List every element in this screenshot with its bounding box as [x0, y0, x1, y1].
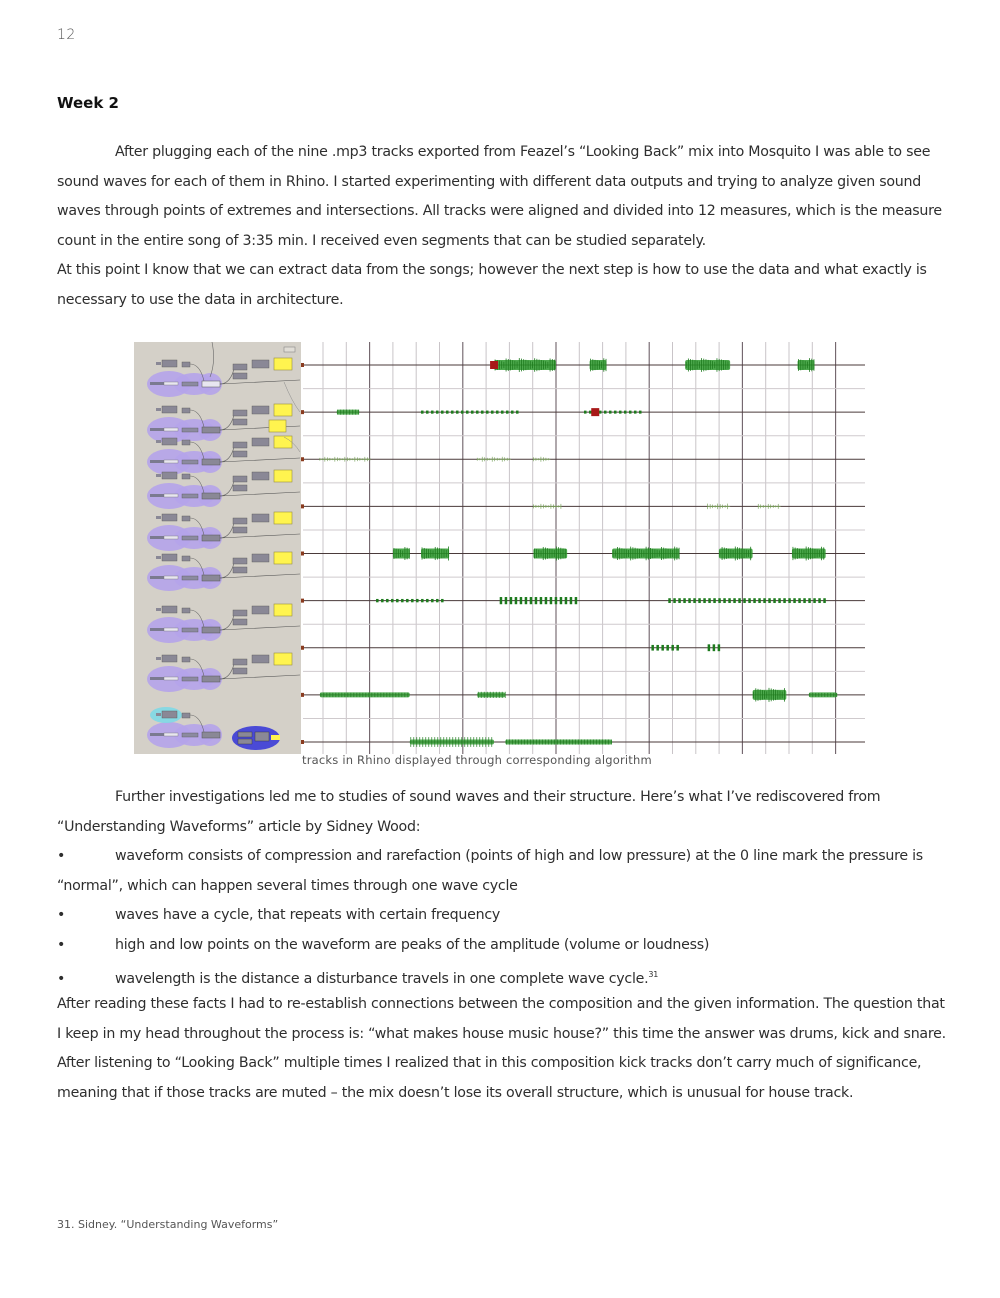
component-node [156, 408, 161, 411]
track-start-point [301, 693, 304, 697]
intro-text: After plugging each of the nine .mp3 tracks exported from Feazel’s “Looking Back” mix into Mosquito I was able to see sound waves for each of them in Rhino. I started experimenting with different data outputs and trying to analyze given sound waves through points of extremes and intersections. All tracks were aligned and divided into 12 measures, which is the measure count in the entire song of 3:35 min. I received even segments that can be studied separately. [57, 144, 942, 249]
waveform-pulse [505, 597, 508, 604]
output-panel [274, 436, 292, 448]
list-item [57, 931, 947, 961]
waveform-pulse [466, 411, 469, 414]
conclusion-paragraph: After reading these facts I had to re-establish connections between the composition and the given information. The question that I keep in my head throughout the process is: “what makes house music house?” this time the answer was drums, kick and snare. After listening to “Looking Back” multiple times I realized that in this composition kick tracks don’t carry much of significance, meaning that if those tracks are muted – the mix doesn’t lose its overall structure, which is unusual for house track. [57, 996, 946, 1101]
waveform-pulse [446, 411, 449, 414]
grasshopper-cluster [147, 707, 280, 750]
footnote-reference[interactable]: 31 [648, 970, 659, 979]
waveform-pulse [516, 411, 519, 414]
waveform-grid [301, 342, 867, 754]
waveform-segment [477, 692, 505, 698]
component-node [233, 364, 247, 370]
component-node [233, 476, 247, 482]
grasshopper-cluster [147, 512, 300, 551]
waveform-pulse [426, 411, 429, 414]
waveform-segment [798, 358, 815, 372]
waveform-pulse [570, 597, 573, 604]
waveform-segment [685, 358, 730, 372]
page-number: 12 [57, 27, 76, 43]
component-node [182, 362, 190, 367]
waveform-segment [792, 547, 826, 561]
waveform-pulse [589, 411, 592, 414]
waveform-pulse [748, 598, 751, 603]
wire [220, 481, 234, 496]
component-node [162, 438, 177, 445]
investigation-text: Further investigations led me to studies of sound waves and their structure. Here’s what I’ve rediscovered from “Understanding Waveforms” article by Sidney Wood: [57, 789, 881, 835]
waveform-segment [533, 547, 567, 561]
component-node [150, 460, 164, 463]
component-node [162, 554, 177, 561]
waveform-pulse [813, 598, 816, 603]
component-node [164, 494, 178, 497]
component-node [156, 362, 161, 365]
waveform-pulse [510, 597, 513, 604]
waveform-pulse [545, 597, 548, 604]
component-node [233, 451, 247, 457]
component-node [252, 472, 269, 480]
waveform-pulse [783, 598, 786, 603]
output-panel [274, 653, 292, 665]
wire [220, 574, 300, 578]
track-start-point [301, 740, 304, 744]
component-node [202, 381, 220, 387]
grasshopper-cluster [147, 470, 300, 509]
list-item-text: high and low points on the waveform are peaks of the amplitude (volume or loudness) [115, 936, 710, 953]
waveform-pulse [668, 598, 671, 603]
waveform-pulse [683, 598, 686, 603]
component-node [156, 657, 161, 660]
component-node [202, 676, 220, 682]
waveform-pulse [431, 599, 434, 602]
component-node [162, 711, 177, 718]
waveform-pulse [540, 597, 543, 604]
rhino-viewport [301, 342, 867, 754]
component-node [164, 677, 178, 680]
component-node [233, 527, 247, 533]
component-node [252, 360, 269, 368]
waveform-pulse [426, 599, 429, 602]
waveform-pulse [753, 598, 756, 603]
waveform-pulse [511, 411, 514, 414]
grasshopper-cluster [147, 552, 300, 591]
component-node [162, 514, 177, 521]
waveform-pulse [506, 411, 509, 414]
output-panel [274, 404, 292, 416]
wire [220, 534, 300, 538]
wire [220, 675, 300, 679]
output-panel [274, 470, 292, 482]
intro-text-continued: At this point I know that we can extract data from the songs; however the next step is how to use the data and what exactly is necessary to use the data in architecture. [57, 262, 927, 308]
footnote: 31. Sidney. “Understanding Waveforms” [57, 1218, 279, 1231]
component-node [233, 619, 247, 625]
bullet-icon: • [57, 971, 66, 987]
component-node [150, 494, 164, 497]
waveform-pulse [486, 411, 489, 414]
waveform-pulse [738, 598, 741, 603]
figure-caption: tracks in Rhino displayed through corresponding algorithm [302, 753, 652, 767]
component-node [182, 536, 198, 540]
list-item [57, 842, 947, 901]
waveform-pulse [713, 644, 716, 651]
component-node [233, 668, 247, 674]
component-node [182, 440, 190, 445]
wire [220, 664, 234, 679]
component-node [156, 474, 161, 477]
wire [220, 426, 300, 430]
component-node [233, 373, 247, 379]
waveform-pulse [381, 599, 384, 602]
waveform-pulse [401, 599, 404, 602]
component-node [202, 535, 220, 541]
output-panel [271, 735, 280, 740]
component-node [150, 536, 164, 539]
component-node [182, 460, 198, 464]
waveform-pulse [476, 411, 479, 414]
track-start-point [301, 552, 304, 556]
list-item-text: waveform consists of compression and rarefaction (points of high and low pressure) at the 0 line mark the pressure is “normal”, which can happen several times through one wave cycle [57, 848, 923, 894]
waveform-pulse [496, 411, 499, 414]
waveform-pulse [688, 598, 691, 603]
waveform-pulse [693, 598, 696, 603]
bullet-icon: • [57, 848, 66, 864]
component-node [150, 428, 164, 431]
waveform-pulse [599, 411, 602, 414]
waveform-pulse [678, 598, 681, 603]
waveform-pulse [565, 597, 568, 604]
waveform-pulse [604, 411, 607, 414]
component-node [252, 438, 269, 446]
output-panel [274, 604, 292, 616]
waveform-segment [477, 457, 511, 462]
component-node [150, 733, 164, 736]
component-node [164, 428, 178, 431]
waveform-pulse [436, 411, 439, 414]
waveform-pulse [609, 411, 612, 414]
waveform-segment [612, 547, 679, 561]
waveform-body [320, 692, 410, 697]
track-start-point [301, 457, 304, 461]
component-node [182, 713, 190, 718]
waveform-facts-list [57, 842, 947, 995]
waveform-pulse [718, 644, 721, 651]
waveform-segment [421, 547, 449, 561]
component-node [164, 576, 178, 579]
wire [220, 415, 234, 430]
waveform-segment [590, 358, 607, 371]
wire [220, 563, 234, 578]
waveform-pulse [788, 598, 791, 603]
wire [220, 447, 234, 462]
component-node [255, 732, 269, 741]
waveform-pulse [624, 411, 627, 414]
component-node [164, 382, 178, 385]
waveform-body [494, 360, 556, 370]
waveform-pulse [491, 411, 494, 414]
component-node [202, 732, 220, 738]
wire [220, 492, 300, 496]
component-node [182, 677, 198, 681]
component-node [182, 556, 190, 561]
bullet-icon: • [57, 936, 66, 953]
waveform-pulse [803, 598, 806, 603]
component-node [233, 485, 247, 491]
wire [210, 342, 214, 377]
component-node [150, 628, 164, 631]
wire [220, 380, 300, 384]
waveform-pulse [758, 598, 761, 603]
waveform-pulse [396, 599, 399, 602]
wire [220, 523, 234, 538]
waveform-pulse [441, 411, 444, 414]
component-node [182, 428, 198, 432]
intro-paragraph [57, 138, 947, 315]
component-node [202, 627, 220, 633]
waveform-pulse [421, 599, 424, 602]
panel-widget-icon [284, 347, 295, 352]
component-node [252, 514, 269, 522]
waveform-pulse [666, 645, 669, 651]
waveform-pulse [676, 645, 679, 651]
rhino-tracks-figure [134, 342, 867, 754]
waveform-pulse [629, 411, 632, 414]
waveform-pulse [793, 598, 796, 603]
waveform-segment [320, 457, 371, 462]
waveform-segment [753, 688, 787, 702]
component-node [164, 733, 178, 736]
component-node [156, 608, 161, 611]
component-node [252, 406, 269, 414]
investigation-paragraph [57, 783, 947, 842]
component-node [202, 427, 220, 433]
waveform-body [410, 740, 494, 745]
component-node [182, 576, 198, 580]
waveform-pulse [798, 598, 801, 603]
waveform-pulse [525, 597, 528, 604]
waveform-segment [505, 739, 612, 744]
track-start-point [301, 504, 304, 508]
component-node [233, 410, 247, 416]
waveform-pulse [723, 598, 726, 603]
component-node [202, 575, 220, 581]
component-node [162, 406, 177, 413]
component-node [156, 440, 161, 443]
waveform-pulse [768, 598, 771, 603]
waveform-pulse [673, 598, 676, 603]
track-start-point [301, 363, 304, 367]
waveform-pulse [743, 598, 746, 603]
component-node [202, 459, 220, 465]
waveform-pulse [614, 411, 617, 414]
waveform-pulse [451, 411, 454, 414]
waveform-pulse [550, 597, 553, 604]
waveform-pulse [376, 599, 379, 602]
component-node [182, 408, 190, 413]
waveform-pulse [661, 645, 664, 651]
waveform-pulse [778, 598, 781, 603]
component-node [156, 556, 161, 559]
component-node [162, 655, 177, 662]
component-node [233, 610, 247, 616]
waveform-pulse [406, 599, 409, 602]
component-node [233, 567, 247, 573]
output-panel [269, 420, 286, 432]
waveform-pulse [456, 411, 459, 414]
wire [220, 458, 300, 462]
waveform-pulse [535, 597, 538, 604]
waveform-pulse [515, 597, 518, 604]
section-heading: Week 2 [57, 94, 119, 112]
waveform-pulse [639, 411, 642, 414]
waveform-pulse [500, 597, 503, 604]
waveform-pulse [656, 645, 659, 651]
waveform-segment [410, 737, 494, 747]
component-node [182, 516, 190, 521]
waveform-pulse [698, 598, 701, 603]
waveform-pulse [708, 644, 711, 651]
waveform-segment [337, 410, 359, 415]
waveform-pulse [823, 598, 826, 603]
waveform-pulse [391, 599, 394, 602]
waveform-pulse [436, 599, 439, 602]
waveform-pulse [431, 411, 434, 414]
component-node [233, 442, 247, 448]
list-item-text: wavelength is the distance a disturbance travels in one complete wave cycle. [115, 971, 649, 987]
component-node [150, 576, 164, 579]
waveform-pulse [703, 598, 706, 603]
waveform-pulse [501, 411, 504, 414]
wire [220, 615, 234, 630]
waveform-pulse [416, 599, 419, 602]
wire [220, 626, 300, 630]
waveform-pulse [818, 598, 821, 603]
component-node [252, 606, 269, 614]
waveform-pulse [619, 411, 622, 414]
track-start-point [301, 646, 304, 650]
component-node [233, 419, 247, 425]
component-node [233, 558, 247, 564]
waveform-segment [533, 457, 550, 462]
bullet-icon: • [57, 907, 66, 923]
waveform-pulse [634, 411, 637, 414]
component-node [156, 516, 161, 519]
component-node [182, 494, 198, 498]
waveform-pulse [651, 645, 654, 651]
waveform-segment [494, 358, 556, 372]
component-node [164, 536, 178, 539]
list-item [57, 901, 947, 931]
component-node [162, 606, 177, 613]
component-node [156, 713, 161, 716]
playhead-marker [591, 408, 599, 416]
waveform-segment [320, 692, 410, 697]
waveform-pulse [481, 411, 484, 414]
component-node [182, 733, 198, 737]
waveform-pulse [471, 411, 474, 414]
component-node [233, 659, 247, 665]
waveform-pulse [575, 597, 578, 604]
grasshopper-cluster [147, 436, 300, 475]
waveform-pulse [411, 599, 414, 602]
waveform-pulse [584, 411, 587, 414]
waveform-pulse [763, 598, 766, 603]
component-node [182, 608, 190, 613]
waveform-segment [809, 692, 837, 697]
waveform-pulse [421, 411, 424, 414]
waveform-pulse [728, 598, 731, 603]
waveform-pulse [773, 598, 776, 603]
waveform-pulse [530, 597, 533, 604]
component-node [238, 732, 252, 737]
component-node [252, 554, 269, 562]
component-node [182, 382, 198, 386]
waveform-pulse [713, 598, 716, 603]
component-node [150, 382, 164, 385]
component-node [164, 628, 178, 631]
track-start-point [301, 410, 304, 414]
waveform-pulse [718, 598, 721, 603]
waveform-pulse [461, 411, 464, 414]
component-node [150, 677, 164, 680]
waveform-pulse [671, 645, 674, 651]
waveform-pulse [520, 597, 523, 604]
component-node [164, 460, 178, 463]
grasshopper-cluster [147, 358, 300, 397]
waveform-pulse [808, 598, 811, 603]
grasshopper-definition-panel [134, 342, 301, 754]
grasshopper-canvas [134, 342, 301, 754]
waveform-segment [533, 504, 561, 509]
list-item-text: waves have a cycle, that repeats with certain frequency [115, 907, 501, 923]
waveform-segment [708, 644, 721, 651]
waveform-pulse [733, 598, 736, 603]
grasshopper-cluster [147, 604, 300, 643]
component-node [182, 474, 190, 479]
waveform-segment [393, 547, 410, 560]
waveform-pulse [555, 597, 558, 604]
playhead-marker [490, 361, 498, 369]
grasshopper-cluster [147, 653, 300, 692]
output-panel [274, 358, 292, 370]
output-panel [274, 552, 292, 564]
component-node [252, 655, 269, 663]
wire [220, 369, 234, 384]
waveform-segment [758, 504, 780, 509]
output-panel [274, 512, 292, 524]
waveform-pulse [708, 598, 711, 603]
component-node [162, 360, 177, 367]
component-node [238, 739, 252, 744]
waveform-pulse [560, 597, 563, 604]
component-node [182, 657, 190, 662]
component-node [233, 518, 247, 524]
waveform-pulse [386, 599, 389, 602]
component-node [162, 472, 177, 479]
component-node [202, 493, 220, 499]
track-start-point [301, 599, 304, 603]
waveform-pulse [441, 599, 444, 602]
waveform-segment [719, 547, 753, 561]
component-node [182, 628, 198, 632]
